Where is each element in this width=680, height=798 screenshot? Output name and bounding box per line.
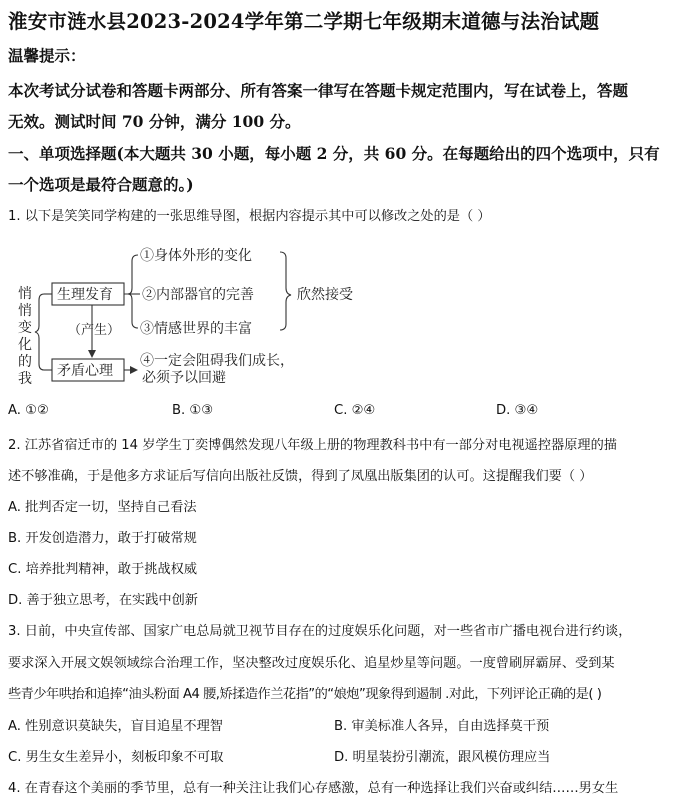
tips-line-1: 本次考试分试卷和答题卡两部分、所有答案一律写在答题卡规定范围内，写在试卷上，答题 xyxy=(8,81,629,100)
mind-map-diagram xyxy=(10,238,370,388)
accept-label: 欣然接受 xyxy=(297,287,353,303)
tips-heading: 温馨提示： xyxy=(8,46,86,65)
root-brace xyxy=(35,294,44,370)
q2-option-c: C. 培养批判精神，敢于挑战权威 xyxy=(8,562,198,577)
q1-stem: 1. 以下是笑笑同学构建的一张思维导图，根据内容提示其中可以修改之处的是（ ） xyxy=(8,209,491,224)
branch-3: ③情感世界的丰富 xyxy=(140,321,252,337)
q3-option-c: C. 男生女生差异小，刻板印象不可取 xyxy=(8,750,224,765)
q1-option-a: A. ①② xyxy=(8,403,49,418)
q4-stem-line-1: 4. 在青春这个美丽的季节里，总有一种关注让我们心存感激，总有一种选择让我们兴奋或纠结……男女生 xyxy=(8,781,619,796)
accept-brace xyxy=(280,252,291,330)
q3-option-b: B. 审美标准人各异，自由选择莫干预 xyxy=(334,719,550,734)
q1-option-b: B. ①③ xyxy=(172,403,214,418)
root-char: 悄 xyxy=(18,303,32,319)
q3-option-a: A. 性别意识莫缺失，盲目追星不理智 xyxy=(8,719,223,734)
branch-2: ②内部器官的完善 xyxy=(142,287,254,303)
arrow-head-down xyxy=(88,350,96,358)
q3-stem-line-1: 3. 日前，中央宣传部、国家广电总局就卫视节目存在的过度娱乐化问题，对一些省市广播电视台进行约谈， xyxy=(8,624,632,639)
q2-stem-line-1: 2. 江苏省宿迁市的 14 岁学生丁奕博偶然发现八年级上册的物理教科书中有一部分对电视遥控器原理的描 xyxy=(8,438,617,453)
branch-4-line-1: ④一定会阻碍我们成长， xyxy=(140,353,294,369)
branch-1: ①身体外形的变化 xyxy=(140,248,252,264)
q2-stem-line-2: 述不够准确，于是他多方求证后写信向出版社反馈，得到了凤凰出版集团的认可。这提醒我们要（ ） xyxy=(8,469,593,484)
section1-line-1: 一、单项选择题(本大题共 30 小题，每小题 2 分，共 60 分。在每题给出的四个选项中，只有 xyxy=(8,144,660,163)
branch-4-line-2: 必须予以回避 xyxy=(142,370,226,386)
section1-line-2: 一个选项是最符合题意的。) xyxy=(8,175,194,194)
root-char: 变 xyxy=(18,320,32,336)
q2-option-b: B. 开发创造潜力，敢于打破常规 xyxy=(8,531,197,546)
node-produce: （产生） xyxy=(68,323,121,338)
node-conflict: 矛盾心理 xyxy=(57,363,113,379)
q1-option-d: D. ③④ xyxy=(496,403,539,418)
exam-title: 淮安市涟水县2023-2024学年第二学期七年级期末道德与法治试题 xyxy=(8,10,600,33)
q1-option-c: C. ②④ xyxy=(334,403,376,418)
tips-line-2: 无效。测试时间 70 分钟，满分 100 分。 xyxy=(8,112,301,131)
root-char: 化 xyxy=(18,337,32,353)
q3-stem-line-3: 些青少年哄抬和追捧“油头粉面 A4 腰,矫揉造作兰花指”的“娘炮”现象得到遏制 .对此，下列评论正确的是( ) xyxy=(8,687,602,702)
q2-option-d: D. 善于独立思考，在实践中创新 xyxy=(8,593,198,608)
root-char: 悄 xyxy=(18,286,32,302)
node-physiology: 生理发育 xyxy=(57,287,113,303)
arrow-head-right xyxy=(130,366,138,374)
root-char: 我 xyxy=(18,371,32,387)
root-char: 的 xyxy=(18,354,32,370)
q3-option-d: D. 明星装扮引潮流，跟风模仿理应当 xyxy=(334,750,551,765)
q3-stem-line-2: 要求深入开展文娱领域综合治理工作，坚决整改过度娱乐化、追星炒星等问题。一度曾刷屏霸屏、受到某 xyxy=(8,656,615,671)
q2-option-a: A. 批判否定一切，坚持自己看法 xyxy=(8,500,197,515)
